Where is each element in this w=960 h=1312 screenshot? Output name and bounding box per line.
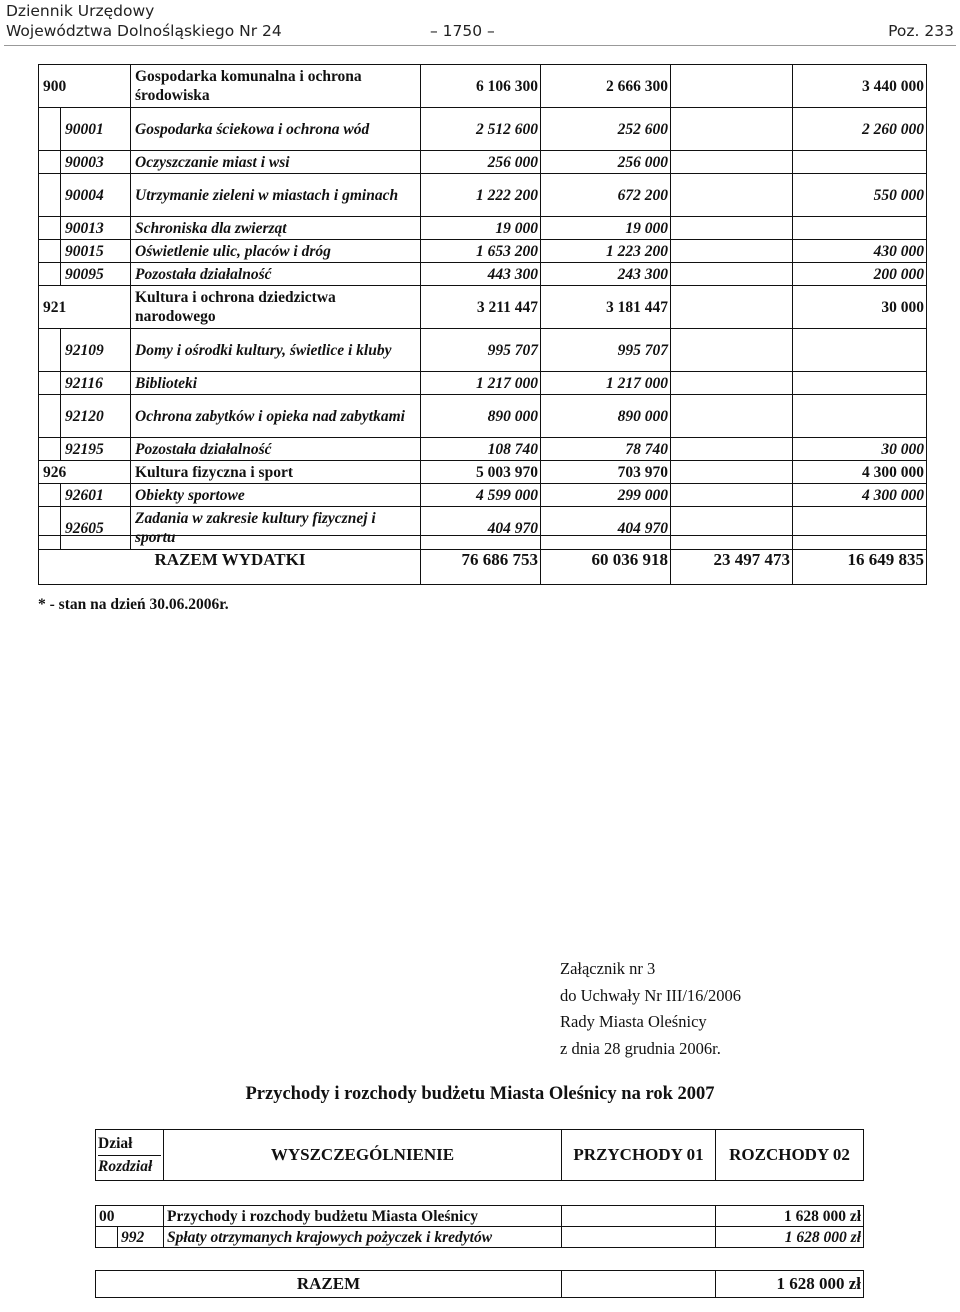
table-row	[96, 1227, 864, 1248]
footnote: * - stan na dzień 30.06.2006r.	[38, 596, 229, 613]
income-value	[562, 1227, 716, 1248]
dzial-cell	[39, 108, 61, 151]
dzial-cell	[39, 217, 61, 240]
rozdzial-code: 992	[118, 1227, 164, 1248]
value-v3	[671, 174, 793, 217]
value-v4	[793, 329, 927, 372]
table-row	[39, 395, 927, 438]
value-v2: 890 000	[541, 395, 671, 438]
dzial-cell	[39, 395, 61, 438]
value-v1: 3 211 447	[421, 286, 541, 329]
item-name: Gospodarka komunalna i ochrona środowiska	[131, 65, 421, 108]
budget-total-outgo: 1 628 000 zł	[716, 1271, 864, 1298]
value-v4: 430 000	[793, 240, 927, 263]
value-v1: 1 222 200	[421, 174, 541, 217]
value-v4: 30 000	[793, 286, 927, 329]
budget-total-row	[95, 1270, 864, 1298]
value-v2: 19 000	[541, 217, 671, 240]
value-v2: 672 200	[541, 174, 671, 217]
item-name: Obiekty sportowe	[131, 484, 421, 507]
rozdzial-code: 92109	[61, 329, 131, 372]
value-v2: 252 600	[541, 108, 671, 151]
value-v4	[793, 151, 927, 174]
expenses-table	[38, 64, 927, 550]
table-row	[39, 263, 927, 286]
dzial-cell	[39, 329, 61, 372]
rozdzial-code: 92195	[61, 438, 131, 461]
value-v1: 1 653 200	[421, 240, 541, 263]
value-v3	[671, 484, 793, 507]
header-rozdzial: Rozdział	[98, 1155, 161, 1178]
value-v1: 256 000	[421, 151, 541, 174]
value-v1: 1 217 000	[421, 372, 541, 395]
header-dzial: Dział	[98, 1134, 133, 1152]
journal-issue: Województwa Dolnośląskiego Nr 24	[6, 22, 282, 40]
value-v2: 243 300	[541, 263, 671, 286]
table-row	[39, 372, 927, 395]
value-v1: 4 599 000	[421, 484, 541, 507]
header-dzial-rozdzial	[96, 1130, 164, 1181]
table-row	[39, 438, 927, 461]
rozdzial-code: 90004	[61, 174, 131, 217]
table-row	[39, 174, 927, 217]
item-name: Biblioteki	[131, 372, 421, 395]
value-v3	[671, 438, 793, 461]
budget-title: Przychody i rozchody budżetu Miasta Oleśnicy na rok 2007	[245, 1084, 715, 1104]
value-v3	[671, 263, 793, 286]
table-row	[39, 65, 927, 108]
rozdzial-code: 92605	[61, 507, 131, 550]
rozdzial-code: 90013	[61, 217, 131, 240]
item-name: Gospodarka ściekowa i ochrona wód	[131, 108, 421, 151]
dzial-cell	[96, 1227, 118, 1248]
table-row	[39, 240, 927, 263]
value-v4: 4 300 000	[793, 461, 927, 484]
table-row	[39, 217, 927, 240]
value-v1: 2 512 600	[421, 108, 541, 151]
page-number: – 1750 –	[430, 22, 495, 40]
journal-title: Dziennik Urzędowy	[6, 2, 155, 20]
item-name: Pozostała działalność	[131, 263, 421, 286]
budget-table	[95, 1205, 864, 1248]
value-v1: 404 970	[421, 507, 541, 550]
header-income: PRZYCHODY 01	[562, 1130, 716, 1181]
value-v4: 3 440 000	[793, 65, 927, 108]
dzial-cell	[39, 263, 61, 286]
page-header	[0, 0, 960, 46]
value-v2: 78 740	[541, 438, 671, 461]
value-v1: 108 740	[421, 438, 541, 461]
rozdzial-code: 90001	[61, 108, 131, 151]
item-name: Schroniska dla zwierząt	[131, 217, 421, 240]
item-name: Pozostała działalność	[131, 438, 421, 461]
dzial-cell	[39, 151, 61, 174]
table-row	[39, 151, 927, 174]
value-v2: 1 223 200	[541, 240, 671, 263]
header-description: WYSZCZEGÓLNIENIE	[164, 1130, 562, 1181]
item-name: Oświetlenie ulic, placów i dróg	[131, 240, 421, 263]
rozdzial-code: 92120	[61, 395, 131, 438]
value-v3	[671, 240, 793, 263]
dzial-cell	[39, 484, 61, 507]
dzial-cell	[39, 174, 61, 217]
value-v1: 6 106 300	[421, 65, 541, 108]
value-v2: 703 970	[541, 461, 671, 484]
table-row	[96, 1206, 864, 1227]
value-v3	[671, 151, 793, 174]
value-v1: 19 000	[421, 217, 541, 240]
value-v2: 256 000	[541, 151, 671, 174]
dzial-cell	[39, 240, 61, 263]
value-v3	[671, 65, 793, 108]
value-v3	[671, 329, 793, 372]
item-name: Ochrona zabytków i opieka nad zabytkami	[131, 395, 421, 438]
value-v4	[793, 217, 927, 240]
attachment-line-4: z dnia 28 grudnia 2006r.	[560, 1038, 721, 1058]
value-v1: 443 300	[421, 263, 541, 286]
attachment-line-2: do Uchwały Nr III/16/2006	[560, 985, 742, 1005]
position-number: Poz. 233	[888, 22, 954, 40]
value-v3	[671, 108, 793, 151]
value-v3	[671, 217, 793, 240]
table-row	[39, 484, 927, 507]
value-v2: 404 970	[541, 507, 671, 550]
table-row	[39, 286, 927, 329]
value-v2: 3 181 447	[541, 286, 671, 329]
value-v3	[671, 395, 793, 438]
item-name: Przychody i rozchody budżetu Miasta Oleśnicy	[164, 1206, 562, 1227]
budget-total-label: RAZEM	[96, 1271, 562, 1298]
value-v4: 2 260 000	[793, 108, 927, 151]
value-v3	[671, 286, 793, 329]
value-v4	[793, 372, 927, 395]
value-v2: 995 707	[541, 329, 671, 372]
dzial-cell	[39, 372, 61, 395]
header-divider	[4, 45, 956, 46]
table-row	[39, 329, 927, 372]
header-outgo: ROZCHODY 02	[716, 1130, 864, 1181]
value-v4	[793, 395, 927, 438]
value-v2: 2 666 300	[541, 65, 671, 108]
rozdzial-code: 92116	[61, 372, 131, 395]
value-v1: 890 000	[421, 395, 541, 438]
dzial-code: 926	[39, 461, 131, 484]
attachment-note	[560, 956, 741, 1062]
outgo-value: 1 628 000 zł	[716, 1227, 864, 1248]
dzial-cell	[39, 438, 61, 461]
budget-table-header	[95, 1129, 864, 1181]
attachment-line-3: Rady Miasta Oleśnicy	[560, 1012, 707, 1031]
item-name: Kultura i ochrona dziedzictwa narodowego	[131, 286, 421, 329]
value-v4: 550 000	[793, 174, 927, 217]
rozdzial-code: 90095	[61, 263, 131, 286]
expenses-totals-row	[38, 535, 927, 585]
item-name: Utrzymanie zieleni w miastach i gminach	[131, 174, 421, 217]
totals-label: RAZEM WYDATKI	[39, 536, 421, 585]
item-name: Oczyszczanie miast i wsi	[131, 151, 421, 174]
totals-value-1: 76 686 753	[421, 536, 541, 585]
value-v2: 299 000	[541, 484, 671, 507]
table-row	[39, 108, 927, 151]
income-value	[562, 1206, 716, 1227]
attachment-line-1: Załącznik nr 3	[560, 959, 656, 978]
item-name: Kultura fizyczna i sport	[131, 461, 421, 484]
rozdzial-code: 90003	[61, 151, 131, 174]
dzial-code: 921	[39, 286, 131, 329]
value-v4: 4 300 000	[793, 484, 927, 507]
budget-total-income	[562, 1271, 716, 1298]
item-name: Domy i ośrodki kultury, świetlice i kluby	[131, 329, 421, 372]
rozdzial-code: 90015	[61, 240, 131, 263]
item-name: Spłaty otrzymanych krajowych pożyczek i kredytów	[164, 1227, 562, 1248]
table-row	[39, 461, 927, 484]
dzial-code: 00	[96, 1206, 164, 1227]
value-v1: 5 003 970	[421, 461, 541, 484]
item-name: Zadania w zakresie kultury fizycznej i sportu	[131, 507, 421, 550]
rozdzial-code: 92601	[61, 484, 131, 507]
value-v1: 995 707	[421, 329, 541, 372]
totals-value-2: 60 036 918	[541, 536, 671, 585]
outgo-value: 1 628 000 zł	[716, 1206, 864, 1227]
dzial-code: 900	[39, 65, 131, 108]
totals-value-3: 23 497 473	[671, 536, 793, 585]
value-v3	[671, 461, 793, 484]
value-v3	[671, 372, 793, 395]
value-v4: 30 000	[793, 438, 927, 461]
value-v4: 200 000	[793, 263, 927, 286]
value-v2: 1 217 000	[541, 372, 671, 395]
totals-value-4: 16 649 835	[793, 536, 927, 585]
